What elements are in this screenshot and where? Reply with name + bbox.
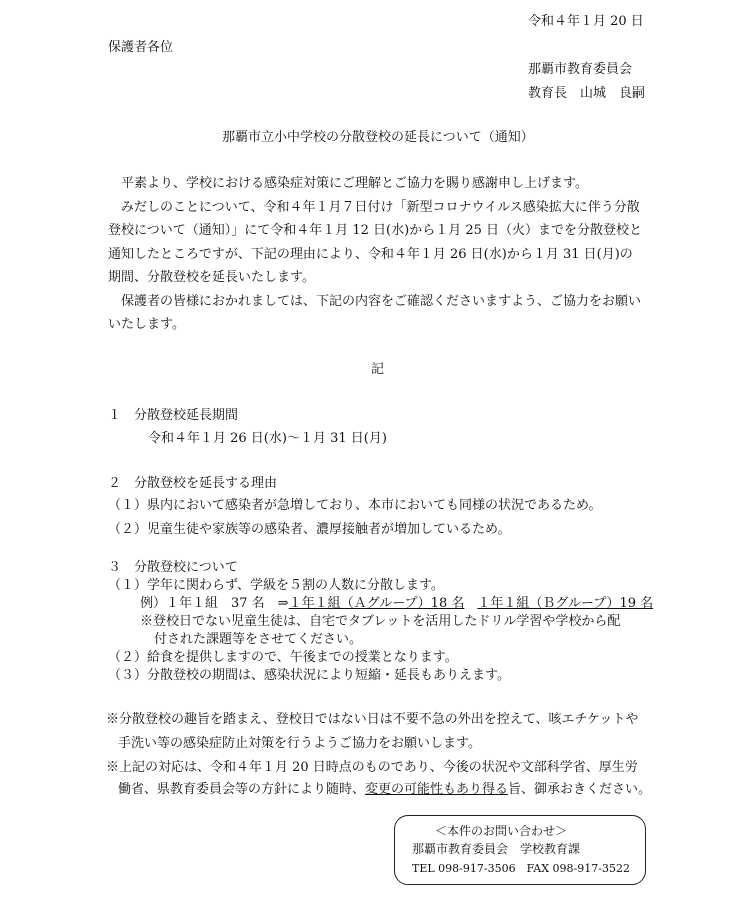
section2-reason: （１）県内において感染者が急増しており、本市においても同様の状況であるため。 (108, 498, 602, 513)
note1-line: 手洗い等の感染症防止対策を行うようご協力をお願いします。 (118, 736, 481, 751)
section1-period: 令和４年１月 26 日(水)～１月 31 日(月) (148, 431, 387, 446)
note2-text-underlined: 変更の可能性もあり得る (365, 782, 509, 797)
note2-text-pre: 働省、県教育委員会等の方針により随時、 (118, 782, 366, 797)
contact-heading: ＜本件のお問い合わせ＞ (435, 824, 568, 838)
example-group-b: １年１組（Ｂグループ）19 名 (477, 596, 654, 611)
contact-department: 那覇市教育委員会 学校教育課 (412, 842, 581, 856)
sender-name: 教育長 山城 良嗣 (528, 86, 646, 101)
body-line: 平素より、学校における感染症対策にご理解とご協力を賜り感謝申し上げます。 (108, 176, 588, 191)
section3-note-line: 付された課題等をさせてください。 (154, 632, 363, 647)
body-line: 保護者の皆様におかれましては、下記の内容をご確認くださいますよう、ご協力をお願い (108, 294, 642, 309)
section3-item3: （３）分散登校の期間は、感染状況により短縮・延長もありえます。 (108, 668, 510, 683)
section3-item1: （１）学年に関わらず、学級を５割の人数に分散します。 (108, 578, 444, 593)
example-prefix: 例）１年１組 37 名 ⇒ (140, 596, 289, 611)
section3-note-line: ※登校日でない児童生徒は、自宅でタブレットを活用したドリル学習や学校から配 (140, 614, 621, 629)
section1-heading: １ 分散登校延長期間 (108, 408, 239, 423)
document-date: 令和４年１月 20 日 (528, 14, 644, 29)
section3-example (140, 596, 653, 613)
body-line: 登校について（通知）」にて令和４年１月 12 日(水)から１月 25 日（火）までを分散登校と (108, 223, 642, 238)
addressee: 保護者各位 (108, 40, 174, 55)
ki-heading: 記 (371, 362, 385, 377)
body-line: みだしのことについて、令和４年１月７日付け「新型コロナウイルス感染拡大に伴う分散 (108, 200, 640, 215)
body-line: 期間、分散登校を延長いたします。 (108, 270, 315, 285)
section3-heading: ３ 分散登校について (108, 560, 238, 575)
section2-heading: ２ 分散登校を延長する理由 (108, 476, 278, 491)
document-title: 那覇市立小中学校の分散登校の延長について（通知） (222, 130, 534, 145)
section2-reason: （２）児童生徒や家族等の感染者、濃厚接触者が増加しているため。 (108, 522, 511, 537)
section3-item2: （２）給食を提供しますので、午後までの授業となります。 (108, 650, 458, 665)
note1-line: ※分散登校の趣旨を踏まえ、登校日ではない日は不要不急の外出を控えて、咳エチケットや (106, 712, 639, 727)
contact-phone: TEL 098-917-3506 FAX 098-917-3522 (412, 862, 630, 875)
note2-line: ※上記の対応は、令和４年１月 20 日時点のものであり、今後の状況や文部科学省、厚生労 (106, 760, 638, 775)
body-line: いたします。 (108, 317, 185, 332)
note2-line (118, 782, 651, 799)
note2-text-post: 旨、御承おきください。 (508, 782, 652, 797)
body-line: 通知したところですが、下記の理由により、令和４年１月 26 日(水)から１月 31 日(月)の (108, 247, 633, 262)
example-group-a: １年１組（Ａグループ）18 名 (288, 596, 465, 611)
sender-organization: 那覇市教育委員会 (528, 62, 633, 77)
